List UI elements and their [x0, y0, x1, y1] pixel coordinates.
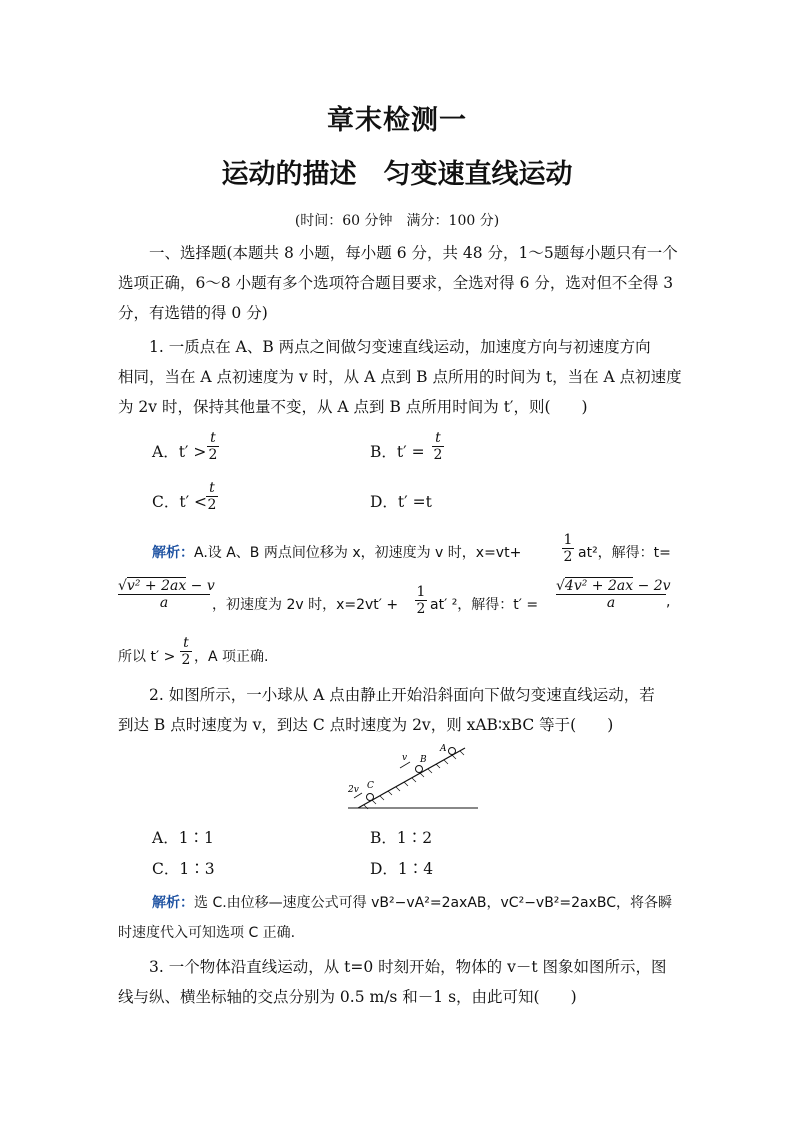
q1-option-a[interactable]: A．t′ > [152, 443, 207, 461]
label-a: A [440, 744, 447, 754]
incline-figure [340, 740, 490, 814]
q1-option-b-fraction: $\frac{t}{2}$ [433, 430, 443, 463]
label-c: C [367, 781, 374, 791]
q1-option-b[interactable]: B．t′ = [370, 443, 425, 461]
q1-solution-line1-end: at²，解得：t= [578, 545, 671, 561]
q1-half-fraction-1: $\frac{1}{2}$ [563, 532, 573, 565]
q1-solution-fraction: $\frac{t}{2}$ [181, 635, 191, 668]
q1-option-c[interactable]: C．t′ < [152, 493, 208, 511]
label-b: B [420, 755, 427, 765]
chapter-subtitle: 运动的描述 匀变速直线运动 [221, 159, 573, 190]
q1-stem-line1: 1. 一质点在 A、B 两点之间做匀变速直线运动，加速度方向与初速度方向 [149, 338, 651, 356]
q1-solution-line2-end: at′ ²，解得：t′ = [430, 597, 539, 613]
q2-option-c[interactable]: C．1∶3 [152, 860, 215, 878]
q3-stem-line2: 线与纵、横坐标轴的交点分别为 0.5 m/s 和－1 s，由此可知( ) [118, 988, 577, 1006]
q1-solution-line3-end: ，A 项正确. [194, 649, 269, 665]
ball-a [449, 748, 456, 755]
q3-stem-line1: 3. 一个物体沿直线运动，从 t=0 时刻开始，物体的 v－t 图象如图所示，图 [149, 958, 667, 976]
q1-option-c-fraction: $\frac{t}{2}$ [207, 480, 217, 513]
q2-solution-line2: 时速度代入可知选项 C 正确. [118, 925, 296, 941]
label-v: v [402, 753, 408, 763]
q2-option-a[interactable]: A．1∶1 [152, 829, 214, 847]
ball-b [416, 766, 423, 773]
q1-solution-line1: 解析：A.设 A、B 两点间位移为 x，初速度为 v 时，x=vt+ [152, 545, 522, 561]
q1-option-d[interactable]: D．t′ =t [370, 493, 432, 511]
incline-hatching [364, 751, 464, 809]
q1-fraction-root1: $\frac{\text{√v² + 2ax − v}}{a}$ [118, 578, 215, 611]
q1-stem-line3: 为 2v 时，保持其他量不变，从 A 点到 B 点所用时间为 t′，则( ) [118, 398, 588, 416]
q1-solution-comma: , [666, 594, 671, 610]
incline-surface [358, 748, 465, 808]
section-instructions-line1: 一、选择题(本题共 8 小题，每小题 6 分，共 48 分，1～5题每小题只有一个 [149, 244, 678, 262]
q1-stem-line2: 相同，当在 A 点初速度为 v 时，从 A 点到 B 点所用的时间为 t，当在 A 点初速度 [118, 368, 682, 386]
q2-option-d[interactable]: D．1∶4 [370, 860, 434, 878]
q2-option-b[interactable]: B．1∶2 [370, 829, 433, 847]
q1-solution-line2: ，初速度为 2v 时，x=2vt′ + [212, 597, 399, 613]
q1-option-a-fraction: $\frac{t}{2}$ [208, 430, 218, 463]
q2-stem-line1: 2. 如图所示，一小球从 A 点由静止开始沿斜面向下做匀变速直线运动，若 [149, 686, 655, 704]
section-instructions-line3: 分，有选错的得 0 分) [118, 304, 268, 322]
chapter-title: 章末检测一 [327, 105, 467, 136]
q1-fraction-root2: $\frac{\text{√4v² + 2ax − 2v}}{a}$ [556, 578, 671, 611]
q1-half-fraction-2: $\frac{1}{2}$ [416, 584, 426, 617]
ball-c [367, 794, 374, 801]
q1-solution-line3: 所以 t′ > [118, 649, 176, 665]
q2-stem-line2: 到达 B 点时速度为 v，到达 C 点时速度为 2v，则 xAB∶xBC 等于( ) [118, 716, 614, 734]
section-instructions-line2: 选项正确，6～8 小题有多个选项符合题目要求，全选对得 6 分，选对但不全得 3 [118, 274, 674, 292]
q2-solution-line1: 解析：选 C.由位移—速度公式可得 vB²−vA²=2axAB，vC²−vB²=2axBC，将各瞬 [152, 895, 673, 911]
label-2v: 2v [348, 785, 359, 795]
exam-meta: (时间：60 分钟 满分：100 分) [294, 213, 500, 229]
